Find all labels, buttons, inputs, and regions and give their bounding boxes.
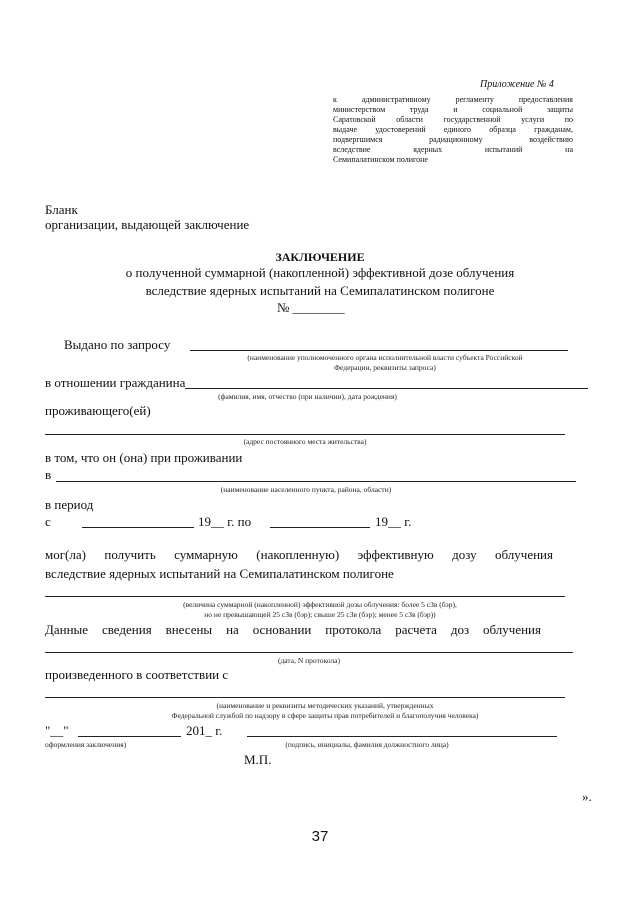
date-field-line[interactable] <box>78 736 181 737</box>
page-number: 37 <box>311 828 329 845</box>
method-caption-1: (наименование и реквизиты методических указаний, утвержденных <box>216 701 434 710</box>
basis-text: Данные сведения внесены на основании протокола расчета доз облучения <box>45 622 541 637</box>
blank-organization: организации, выдающей заключение <box>45 217 250 232</box>
stamp-label: М.П. <box>244 752 272 767</box>
in-label: в <box>45 467 52 482</box>
year-label: 201_ г. <box>186 723 223 738</box>
end-mark: ». <box>582 789 592 804</box>
from-label: с <box>45 514 51 529</box>
period-label: в период <box>45 497 94 512</box>
appendix-title: Приложение № 4 <box>480 79 554 90</box>
document-title: ЗАКЛЮЧЕНИЕ <box>275 250 365 264</box>
dose-value-line[interactable] <box>45 596 565 597</box>
document-subtitle-1: о полученной суммарной (накопленной) эффективной дозе облучения <box>125 265 515 280</box>
method-field-line[interactable] <box>45 697 565 698</box>
address-field-line[interactable] <box>45 434 565 435</box>
date-quote: "__" <box>45 723 69 738</box>
fact-label: в том, что он (она) при проживании <box>45 450 243 465</box>
issued-field-line[interactable] <box>190 350 568 351</box>
address-caption: (адрес постоянного места жительства) <box>243 437 367 446</box>
dose-text-1: мог(ла) получить суммарную (накопленную) эффективную дозу облучения <box>45 547 553 562</box>
year-to-label: 19__ г. по <box>198 514 252 529</box>
blank-label: Бланк <box>45 202 78 217</box>
citizen-caption: (фамилия, имя, отчество (при наличии), дата рождения) <box>218 392 397 401</box>
appendix-line: подвергшимся радиационному воздействию <box>333 135 573 144</box>
appendix-line: министерством труда и социальной защиты <box>333 105 573 114</box>
settlement-caption: (наименование населенного пункта, района, области) <box>220 485 392 494</box>
protocol-caption: (дата, N протокола) <box>277 656 340 665</box>
dose-caption-2: но не превышающей 25 сЗв (бэр); свыше 25 сЗв (бэр); менее 5 сЗв (бэр)) <box>204 610 436 619</box>
appendix-line: к административному регламенту предоставления <box>333 95 573 104</box>
issued-caption-1: (наименование уполномоченного органа исполнительной власти субъекта Российской <box>247 353 523 362</box>
signature-caption: (подпись, инициалы, фамилия должностного лица) <box>285 740 449 749</box>
issued-label: Выдано по запросу <box>64 337 171 352</box>
residing-label: проживающего(ей) <box>45 403 151 418</box>
year-end-label: 19__ г. <box>375 514 412 529</box>
settlement-field-line[interactable] <box>56 481 576 482</box>
appendix-line: Семипалатинском полигоне <box>333 155 428 164</box>
document-number: № ________ <box>277 300 345 315</box>
accordance-text: произведенного в соответствии с <box>45 667 229 682</box>
date-caption: оформления заключения) <box>45 740 127 749</box>
citizen-field-line[interactable] <box>185 388 588 389</box>
appendix-line: выдаче удостоверений единого образца гражданам, <box>333 125 573 134</box>
dose-text-2: вследствие ядерных испытаний на Семипалатинском полигоне <box>45 566 394 581</box>
method-caption-2: Федеральной службой по надзору в сфере защиты прав потребителей и благополучия человека) <box>171 711 479 720</box>
date-to-line[interactable] <box>270 527 370 528</box>
issued-caption-2: Федерации, реквизиты запроса) <box>334 363 436 372</box>
date-from-line[interactable] <box>82 527 194 528</box>
signature-field-line[interactable] <box>247 736 557 737</box>
document-subtitle-2: вследствие ядерных испытаний на Семипалатинском полигоне <box>145 283 495 298</box>
protocol-field-line[interactable] <box>45 652 573 653</box>
appendix-line: вследствие ядерных испытаний на <box>333 145 573 154</box>
appendix-body <box>333 95 573 165</box>
dose-caption-1: (величина суммарной (накопленной) эффективной дозы облучения: более 5 сЗв (бэр), <box>183 600 457 609</box>
appendix-line: Саратовской области государственной услуги по <box>333 115 573 124</box>
citizen-label: в отношении гражданина <box>45 375 186 390</box>
